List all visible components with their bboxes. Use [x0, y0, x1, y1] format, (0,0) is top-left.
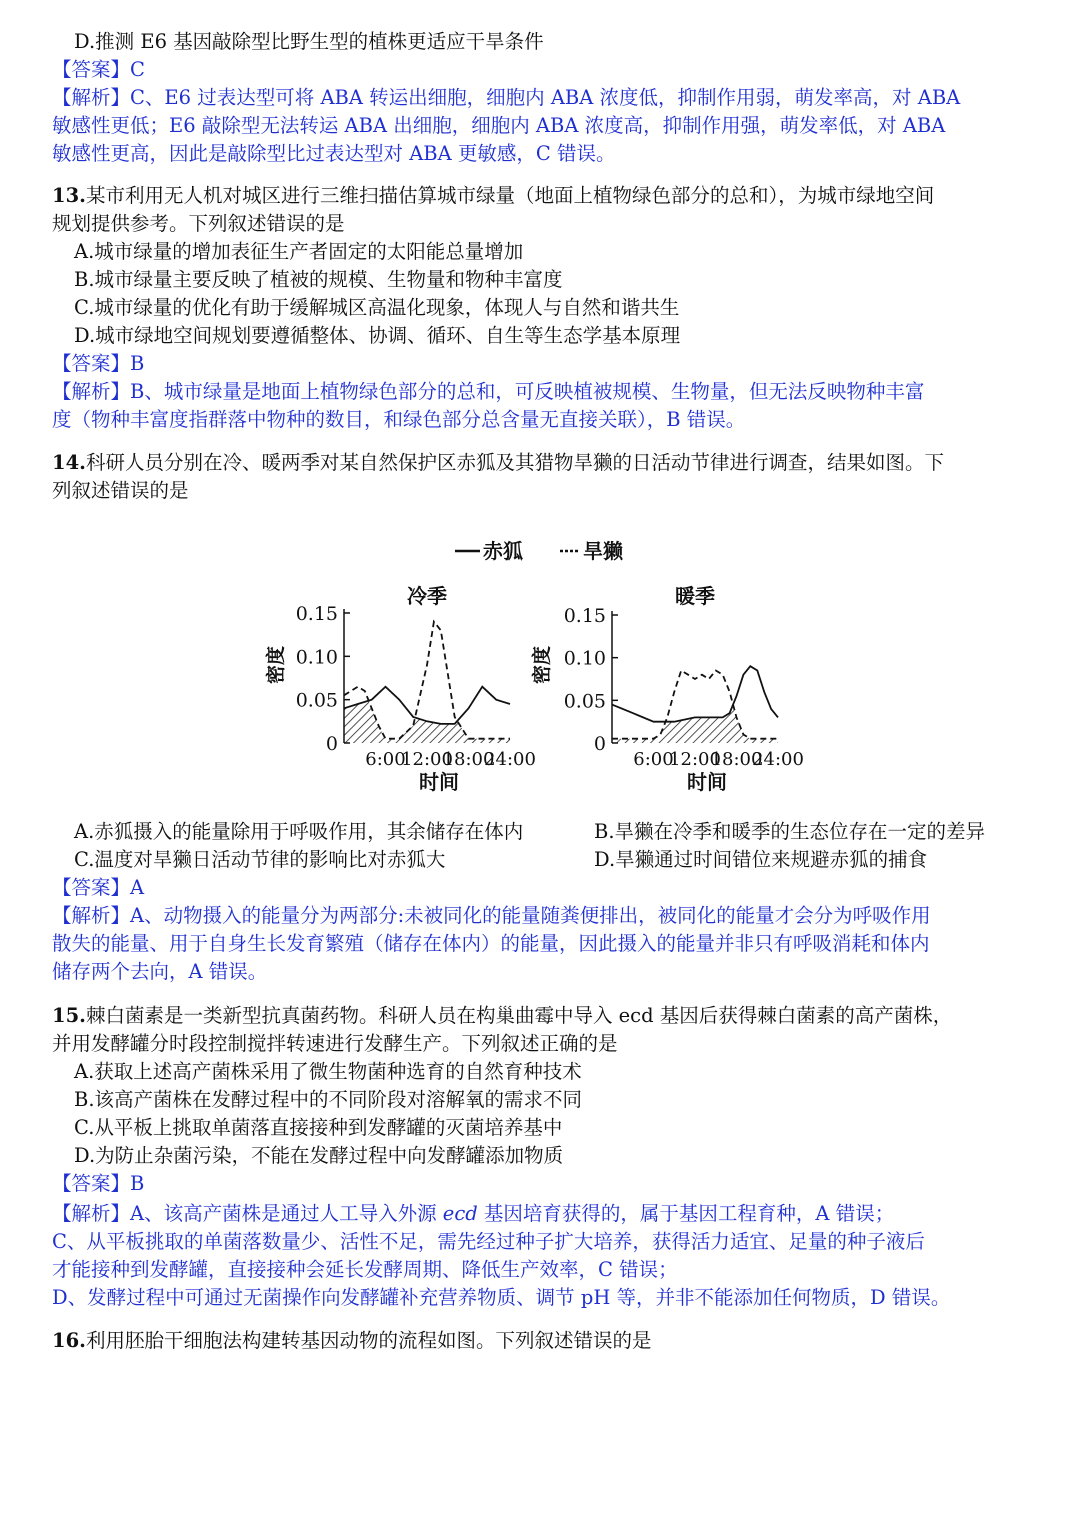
panel-1-x-tick-label: 12:00	[401, 749, 453, 770]
q13-stem-line-1	[52, 182, 1042, 210]
panel-1-y-tick-label: 0.15	[295, 603, 338, 625]
q13-option-b: B.城市绿量主要反映了植被的规模、生物量和物种丰富度	[74, 268, 563, 291]
q15-option-b: B.该高产菌株在发酵过程中的不同阶段对溶解氧的需求不同	[74, 1088, 583, 1111]
panel-1-y-tick-label: 0.10	[295, 646, 338, 669]
q15-option-a: A.获取上述高产菌株采用了微生物菌种选育的自然育种技术	[74, 1060, 582, 1083]
panel-1-x-axis-label: 时间	[419, 770, 459, 794]
panel-2-y-tick-label: 0.05	[563, 690, 606, 713]
legend-label-dashed: 旱獭	[583, 539, 623, 563]
panel-2-y-tick-label: 0	[593, 733, 606, 755]
panel-1-x-tick-label: 24:00	[484, 749, 536, 770]
legend-label-solid: 赤狐	[483, 539, 523, 563]
panel-1-title: 冷季	[407, 584, 447, 608]
q13-option-d: D.城市绿地空间规划要遵循整体、协调、循环、自生等生态学基本原理	[74, 324, 681, 347]
q15-stem-line-1	[52, 1002, 1042, 1030]
q13-explanation-line-1: 【解析】B、城市绿量是地面上植物绿色部分的总和，可反映植被规模、生物量，但无法反映物种丰富	[52, 380, 925, 403]
q13-option-a: A.城市绿量的增加表征生产者固定的太阳能总量增加	[74, 240, 524, 263]
q15-explanation-c-line-2: 才能接种到发酵罐，直接接种会延长发酵周期、降低生产效率，C 错误；	[52, 1258, 678, 1281]
panel-1-x-tick-label: 18:00	[442, 749, 495, 770]
q13-stem-text-1: 某市利用无人机对城区进行三维扫描估算城市绿量（地面上植物绿色部分的总和），为城市绿地空间	[85, 184, 935, 207]
q13-number: 13.	[52, 184, 86, 207]
q14-option-d: D.旱獭通过时间错位来规避赤狐的捕食	[594, 848, 928, 871]
q15-option-c: C.从平板上挑取单菌落直接接种到发酵罐的灭菌培养基中	[74, 1116, 563, 1139]
q14-explanation-line-1: 【解析】A、动物摄入的能量分为两部分:未被同化的能量随粪便排出，被同化的能量才会分为呼吸作用	[52, 904, 931, 927]
q15-explanation-a	[52, 1200, 1042, 1228]
panel-2-x-axis-label: 时间	[687, 770, 727, 794]
q14-option-a: A.赤狐摄入的能量除用于呼吸作用，其余储存在体内	[74, 820, 524, 843]
panel-2-y-axis-label: 密度	[531, 645, 553, 685]
panel-1-y-tick-label: 0.05	[295, 689, 338, 712]
q14-option-c: C.温度对旱獭日活动节律的影响比对赤狐大	[74, 848, 446, 871]
q14-option-b: B.旱獭在冷季和暖季的生态位存在一定的差异	[594, 820, 986, 843]
q16-stem-text-1: 利用胚胎干细胞法构建转基因动物的流程如图。下列叙述错误的是	[85, 1329, 652, 1352]
q14-stem-line-2: 列叙述错误的是	[52, 479, 189, 502]
panel-2-x-tick-label: 12:00	[669, 749, 721, 770]
q14-explanation-line-3: 储存两个去向，A 错误。	[52, 960, 268, 983]
q14-stem-text-1: 科研人员分别在冷、暖两季对某自然保护区赤狐及其猎物旱獭的日活动节律进行调查，结果如图。下	[85, 451, 944, 474]
panel-2-x-tick-label: 24:00	[752, 749, 804, 770]
q14-explanation-line-2: 散失的能量、用于自身生长发育繁殖（储存在体内）的能量，因此摄入的能量并非只有呼吸消耗和体内	[52, 932, 930, 955]
panel-2-title: 暖季	[675, 584, 715, 608]
q12-explanation-line-3: 敏感性更高，因此是敲除型比过表达型对 ABA 更敏感，C 错误。	[52, 142, 616, 165]
q15-answer: 【答案】B	[52, 1172, 145, 1195]
q15-explanation-c-line-1: C、从平板挑取的单菌落数量少、活性不足，需先经过种子扩大培养，获得活力适宜、足量的种子液后	[52, 1230, 925, 1253]
q16-number: 16.	[52, 1329, 86, 1352]
panel-2-series-fox-line	[612, 666, 778, 722]
q15-explanation-a-gene: ecd	[442, 1202, 478, 1225]
q12-explanation-line-1: 【解析】C、E6 过表达型可将 ABA 转运出细胞，细胞内 ABA 浓度低，抑制作用弱，萌发率高，对 ABA	[52, 86, 961, 109]
q16-stem-line-1	[52, 1327, 1042, 1355]
q14-number: 14.	[52, 451, 86, 474]
q13-option-c: C.城市绿量的优化有助于缓解城区高温化现象，体现人与自然和谐共生	[74, 296, 680, 319]
q12-option-d: D.推测 E6 基因敲除型比野生型的植株更适应干旱条件	[74, 30, 544, 53]
panel-1-y-axis-label: 密度	[265, 645, 287, 685]
panel-2-y-tick-label: 0.10	[563, 647, 606, 670]
q14-answer: 【答案】A	[52, 876, 145, 899]
panel-1-y-tick-label: 0	[325, 733, 338, 755]
q12-answer: 【答案】C	[52, 58, 145, 81]
q15-number: 15.	[52, 1004, 86, 1027]
q15-explanation-d: D、发酵过程中可通过无菌操作向发酵罐补充营养物质、调节 pH 等，并非不能添加任何物质，D 错误。	[52, 1286, 951, 1309]
q15-option-d: D.为防止杂菌污染，不能在发酵过程中向发酵罐添加物质	[74, 1144, 564, 1167]
q15-explanation-a-post: 基因培育获得的，属于基因工程育种，A 错误；	[477, 1202, 895, 1225]
q13-stem-line-2: 规划提供参考。下列叙述错误的是	[52, 212, 345, 235]
q13-explanation-line-2: 度（物种丰富度指群落中物种的数目，和绿色部分总含量无直接关联），B 错误。	[52, 408, 746, 431]
panel-2-x-tick-label: 6:00	[633, 749, 674, 770]
q12-explanation-line-2: 敏感性更低；E6 敲除型无法转运 ABA 出细胞，细胞内 ABA 浓度高，抑制作用强，萌发率低，对 ABA	[52, 114, 946, 137]
q15-stem-text-1: 棘白菌素是一类新型抗真菌药物。科研人员在构巢曲霉中导入 ecd 基因后获得棘白菌素的高产菌株，	[85, 1004, 953, 1027]
q13-answer: 【答案】B	[52, 352, 145, 375]
q15-stem-line-2: 并用发酵罐分时段控制搅拌转速进行发酵生产。下列叙述正确的是	[52, 1032, 618, 1055]
activity-rhythm-figure	[240, 525, 840, 805]
q14-stem-line-1	[52, 449, 1042, 477]
q15-explanation-a-pre: 【解析】A、该高产菌株是通过人工导入外源	[52, 1202, 443, 1225]
panel-2-y-tick-label: 0.15	[563, 605, 606, 627]
panel-2-overlap-area	[612, 705, 778, 743]
panel-2-x-tick-label: 18:00	[710, 749, 763, 770]
panel-1-x-tick-label: 6:00	[365, 749, 406, 770]
